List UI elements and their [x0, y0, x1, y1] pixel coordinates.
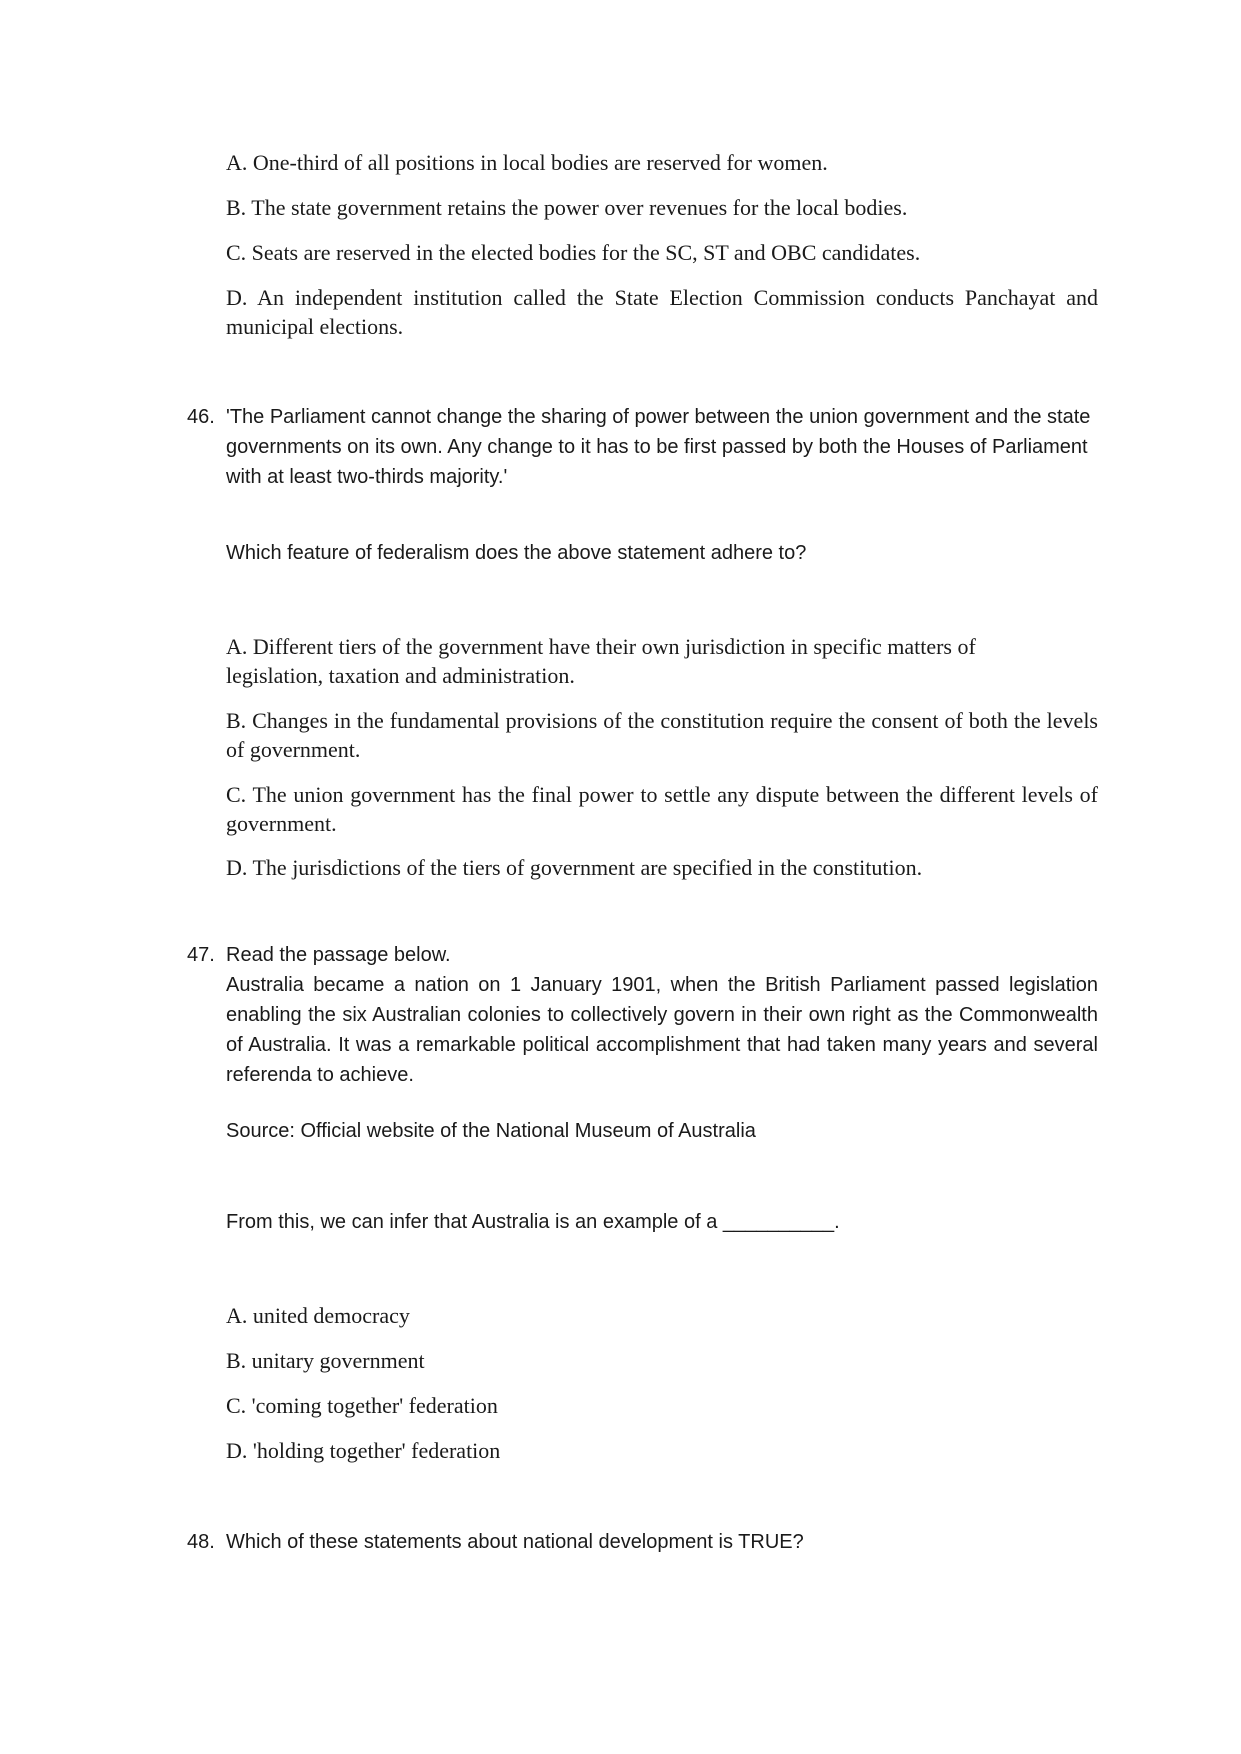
q48-number: 48. — [187, 1531, 215, 1553]
q46-quote: 'The Parliament cannot change the sharing of power between the union government and the state governments on its own. Any change to it has to be first passed by both the Houses of Parliament with at least two-thirds majority.' — [226, 406, 1091, 488]
q47-option-b: B. unitary government — [226, 1348, 425, 1373]
q46-option-c: C. The union government has the final power to settle any dispute between the different levels of government. — [226, 782, 1098, 836]
prev-option-d: D. An independent institution called the State Election Commission conducts Panchayat and municipal elections. — [226, 285, 1098, 339]
q47-source: Source: Official website of the National Museum of Australia — [226, 1120, 756, 1142]
q48-prompt: Which of these statements about national development is TRUE? — [226, 1531, 804, 1553]
q47-number: 47. — [187, 944, 215, 966]
q47-option-c: C. 'coming together' federation — [226, 1393, 498, 1418]
prev-option-c: C. Seats are reserved in the elected bodies for the SC, ST and OBC candidates. — [226, 240, 921, 265]
q47-option-d: D. 'holding together' federation — [226, 1438, 501, 1463]
q46-option-d: D. The jurisdictions of the tiers of government are specified in the constitution. — [226, 855, 923, 880]
q47-passage: Australia became a nation on 1 January 1901, when the British Parliament passed legislation enabling the six Australian colonies to collectively govern in their own right as the Commonwealth of Australia. It was a remarkable political accomplishment that had taken many years and several referenda to achieve. — [226, 974, 1098, 1086]
prev-option-a: A. One-third of all positions in local bodies are reserved for women. — [226, 150, 828, 175]
q47-option-a: A. united democracy — [226, 1303, 410, 1328]
q46-number: 46. — [187, 406, 215, 428]
q46-option-b: B. Changes in the fundamental provisions of the constitution require the consent of both the levels of government. — [226, 708, 1098, 762]
prev-option-b: B. The state government retains the power over revenues for the local bodies. — [226, 195, 908, 220]
q46-prompt: Which feature of federalism does the above statement adhere to? — [226, 542, 807, 564]
q46-option-a: A. Different tiers of the government have their own jurisdiction in specific matters of legislation, taxation and administration. — [226, 634, 976, 688]
q47-intro: Read the passage below. — [226, 944, 451, 966]
q47-prompt: From this, we can infer that Australia is an example of a __________. — [226, 1211, 840, 1233]
